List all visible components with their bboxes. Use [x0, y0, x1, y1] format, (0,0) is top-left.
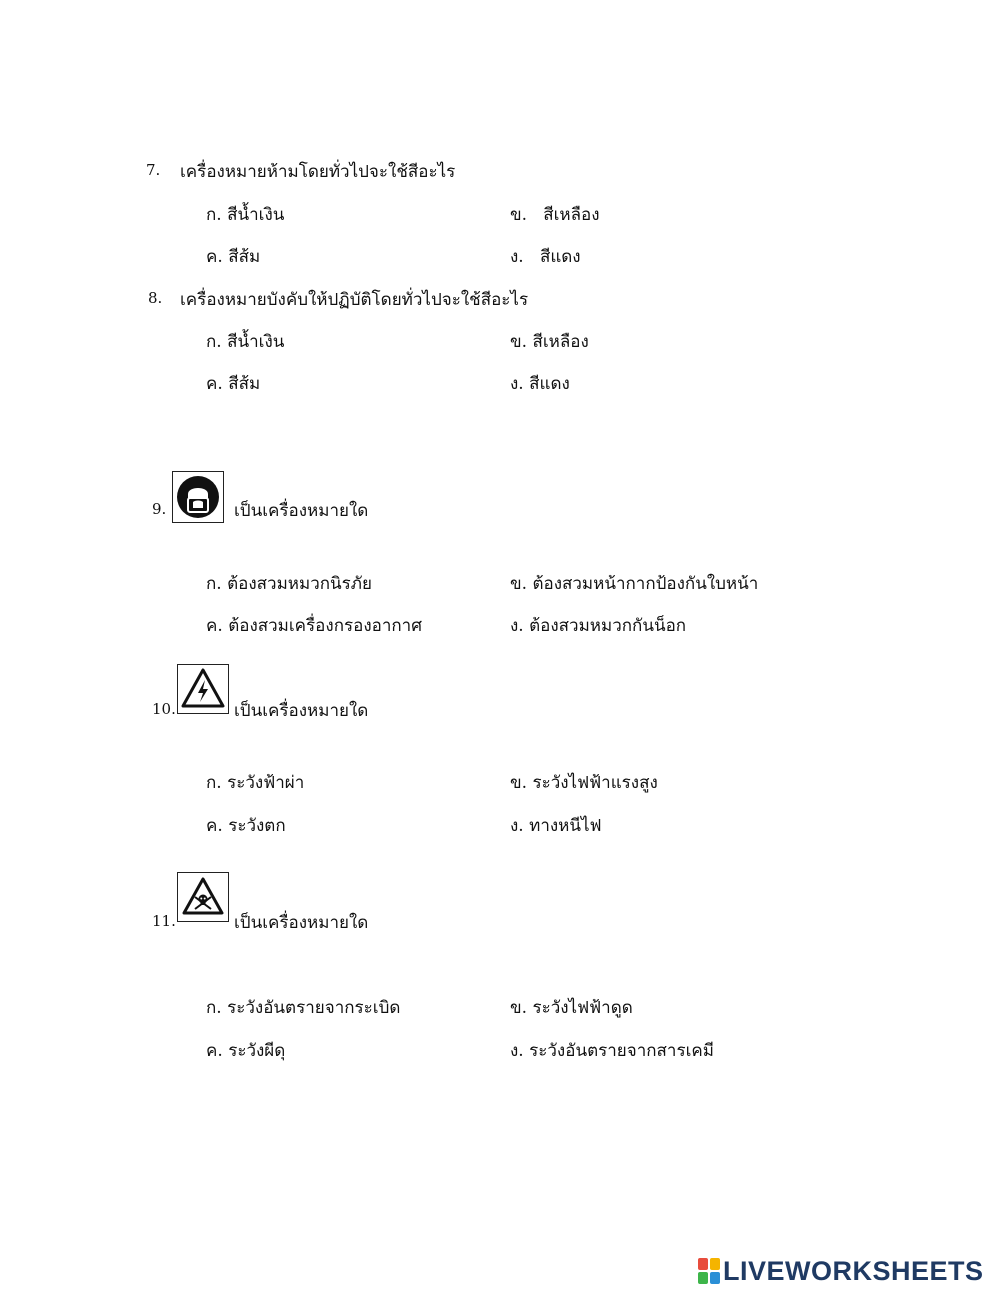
question-11-number: 11.: [152, 912, 176, 930]
question-9-option-b[interactable]: [510, 570, 758, 597]
question-9-option-d[interactable]: [510, 612, 686, 639]
option-prefix: ค.: [206, 816, 223, 836]
question-11-option-a[interactable]: [206, 994, 400, 1021]
liveworksheets-logo-icon: [698, 1258, 720, 1284]
option-label: สีแดง: [539, 247, 581, 267]
question-7-option-a[interactable]: [206, 201, 284, 228]
question-8-option-d[interactable]: [510, 370, 570, 397]
option-prefix: ก.: [206, 332, 222, 352]
option-prefix: ก.: [206, 773, 222, 793]
option-prefix: ค.: [206, 1041, 223, 1061]
option-prefix: ง.: [510, 247, 524, 267]
toxic-hazard-warning-sign-icon: [177, 872, 229, 922]
question-7-text: เครื่องหมายห้ามโดยทั่วไปจะใช้สีอะไร: [180, 162, 456, 182]
high-voltage-warning-sign-icon: [177, 664, 229, 714]
option-prefix: ข.: [510, 205, 528, 225]
option-label: สีน้ำเงิน: [227, 205, 285, 225]
option-label: สีส้ม: [228, 374, 261, 394]
option-label: ระวังไฟฟ้าแรงสูง: [532, 773, 658, 793]
option-label: ระวังอันตรายจากสารเคมี: [529, 1041, 714, 1061]
question-8-option-a[interactable]: [206, 328, 284, 355]
option-prefix: ค.: [206, 374, 223, 394]
question-7-option-d[interactable]: [510, 243, 581, 270]
option-prefix: ง.: [510, 374, 524, 394]
option-label: สีแดง: [529, 374, 570, 394]
option-prefix: ก.: [206, 574, 222, 594]
option-label: ต้องสวมเครื่องกรองอากาศ: [228, 616, 423, 636]
question-9-text: เป็นเครื่องหมายใด: [234, 501, 369, 521]
question-7-option-b[interactable]: [510, 201, 600, 228]
option-label: สีน้ำเงิน: [227, 332, 285, 352]
option-prefix: ง.: [510, 816, 524, 836]
question-11-option-c[interactable]: [206, 1037, 285, 1064]
option-label: ระวังอันตรายจากระเบิด: [227, 998, 401, 1018]
option-prefix: ข.: [510, 574, 528, 594]
question-7-option-c[interactable]: [206, 243, 260, 270]
option-label: ระวังไฟฟ้าดูด: [532, 998, 633, 1018]
option-prefix: ค.: [206, 247, 223, 267]
option-label: ต้องสวมหน้ากากป้องกันใบหน้า: [532, 574, 759, 594]
question-10-option-a[interactable]: [206, 769, 304, 796]
question-8-option-b[interactable]: [510, 328, 589, 355]
option-label: ต้องสวมหมวกกันน็อก: [529, 616, 687, 636]
face-shield-mandatory-sign-icon: [172, 471, 224, 523]
logo-tile-icon: [698, 1272, 708, 1284]
logo-tile-icon: [710, 1272, 720, 1284]
option-prefix: ง.: [510, 1041, 524, 1061]
option-prefix: ข.: [510, 332, 528, 352]
question-9-option-c[interactable]: [206, 612, 422, 639]
question-11-text: เป็นเครื่องหมายใด: [234, 913, 369, 933]
option-prefix: ก.: [206, 205, 222, 225]
question-10-text: เป็นเครื่องหมายใด: [234, 701, 369, 721]
question-8-option-c[interactable]: [206, 370, 260, 397]
option-label: ระวังตก: [228, 816, 286, 836]
option-label: สีเหลือง: [543, 205, 600, 225]
question-9-option-a[interactable]: [206, 570, 372, 597]
option-label: ทางหนีไฟ: [529, 816, 602, 836]
question-8-text: เครื่องหมายบังคับให้ปฏิบัติโดยทั่วไปจะใช้สีอะไร: [180, 290, 529, 310]
option-label: สีส้ม: [228, 247, 261, 267]
option-prefix: ง.: [510, 616, 524, 636]
question-9-number: 9.: [152, 500, 167, 518]
liveworksheets-logo-text: LIVEWORKSHEETS: [723, 1255, 984, 1286]
liveworksheets-logo: [698, 1256, 984, 1286]
option-prefix: ก.: [206, 998, 222, 1018]
question-10-option-b[interactable]: [510, 769, 658, 796]
option-prefix: ข.: [510, 998, 528, 1018]
question-8-number: 8.: [148, 289, 163, 307]
logo-tile-icon: [698, 1258, 708, 1270]
option-label: ระวังผีดุ: [228, 1041, 286, 1061]
option-prefix: ค.: [206, 616, 223, 636]
question-7-number: 7.: [146, 161, 161, 179]
option-label: สีเหลือง: [532, 332, 589, 352]
logo-tile-icon: [710, 1258, 720, 1270]
option-label: ระวังฟ้าผ่า: [227, 773, 305, 793]
question-11-option-b[interactable]: [510, 994, 633, 1021]
option-prefix: ข.: [510, 773, 528, 793]
question-10-option-d[interactable]: [510, 812, 602, 839]
question-10-number: 10.: [152, 700, 176, 718]
question-11-option-d[interactable]: [510, 1037, 714, 1064]
option-label: ต้องสวมหมวกนิรภัย: [227, 574, 372, 594]
question-10-option-c[interactable]: [206, 812, 286, 839]
